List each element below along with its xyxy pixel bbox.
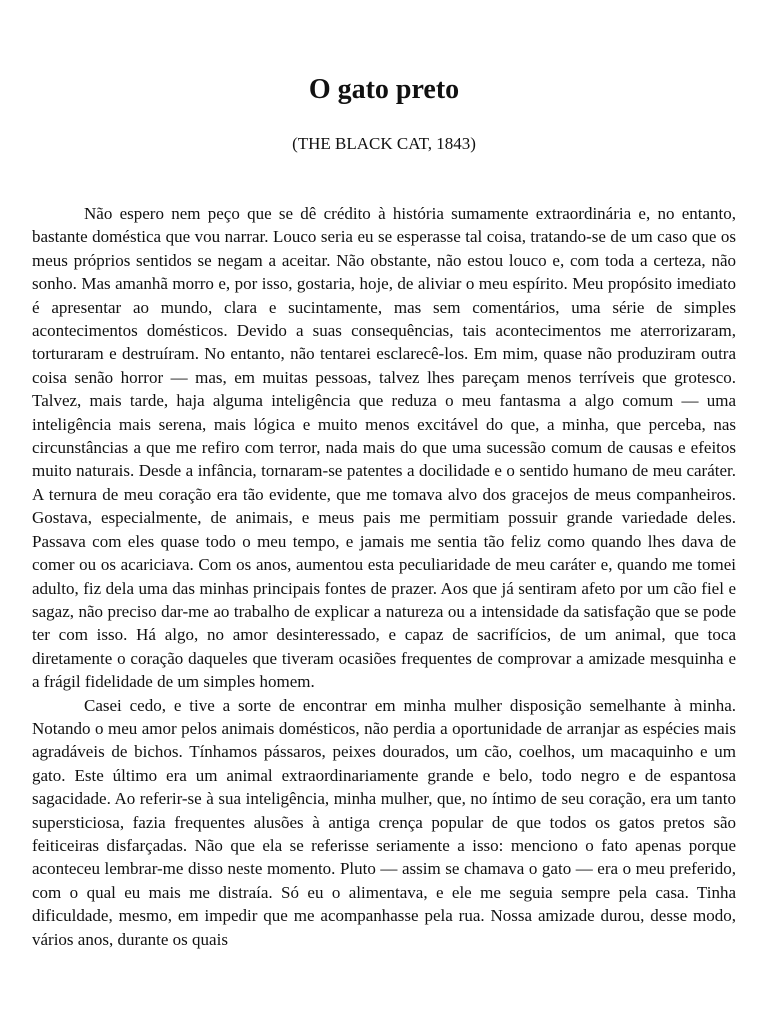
paragraph: Casei cedo, e tive a sorte de encontrar em minha mulher disposição semelhante à minha. Notando o meu amor pelos animais domésticos, não perdia a oportunidade de arranjar as espécies mais agradáveis de bichos. Tínhamos pássaros, peixes dourados, um cão, coelhos, um macaquinho e um gato. Este último era um animal extraordinariamente grande e belo, todo negro e de espantosa sagacidade. Ao referir-se à sua inteligência, minha mulher, que, no íntimo de seu coração, era um tanto supersticiosa, fazia frequentes alusões à antiga crença popular de que todos os gatos pretos são feiticeiras disfarçadas. Não que ela se referisse seriamente a isso: menciono o fato apenas porque aconteceu lembrar-me disso neste momento. Pluto — assim se chamava o gato — era o meu preferido, com o qual eu mais me distraía. Só eu o alimentava, e ele me seguia sempre pela casa. Tinha dificuldade, mesmo, em impedir que me acompanhasse pela rua. Nossa amizade durou, desse modo, vários anos, durante os quais <box>32 695 736 949</box>
page-subtitle: (THE BLACK CAT, 1843) <box>292 134 476 153</box>
story-body <box>32 202 736 951</box>
paragraph: Não espero nem peço que se dê crédito à história sumamente extraordinária e, no entanto, bastante doméstica que vou narrar. Louco seria eu se esperasse tal coisa, tratando-se de um caso que os meus próprios sentidos se negam a aceitar. Não obstante, não estou louco e, com toda a certeza, não sonho. Mas amanhã morro e, por isso, gostaria, hoje, de aliviar o meu espírito. Meu propósito imediato é apresentar ao mundo, clara e sucintamente, mas sem comentários, uma série de simples acontecimentos domésticos. Devido a suas consequências, tais acontecimentos me aterrorizaram, torturaram e destruíram. No entanto, não tentarei esclarecê-los. Em mim, quase não produziram outra coisa senão horror — mas, em muitas pessoas, talvez lhes pareçam menos terríveis que grotesco. Talvez, mais tarde, haja alguma inteligência que reduza o meu fantasma a algo comum — uma inteligência mais serena, mais lógica e muito menos excitável do que, a minha, que perceba, nas circunstâncias a que me refiro com terror, nada mais do que uma sucessão comum de causas e efeitos muito naturais. Desde a infância, tornaram-se patentes a docilidade e o sentido humano de meu caráter. A ternura de meu coração era tão evidente, que me tomava alvo dos gracejos de meus companheiros. Gostava, especialmente, de animais, e meus pais me permitiam possuir grande variedade deles. Passava com eles quase todo o meu tempo, e jamais me sentia tão feliz como quando lhes dava de comer ou os acariciava. Com os anos, aumentou esta peculiaridade de meu caráter e, quando me tomei adulto, fiz dela uma das minhas principais fontes de prazer. Aos que já sentiram afeto por um cão fiel e sagaz, não preciso dar-me ao trabalho de explicar a natureza ou a intensidade da satisfação que se pode ter com isso. Há algo, no amor desinteressado, e capaz de sacrifícios, de um animal, que toca diretamente o coração daqueles que tiveram ocasiões frequentes de comprovar a amizade mesquinha e a frágil fidelidade de um simples homem. <box>32 204 736 692</box>
page-title: O gato preto <box>308 74 460 105</box>
